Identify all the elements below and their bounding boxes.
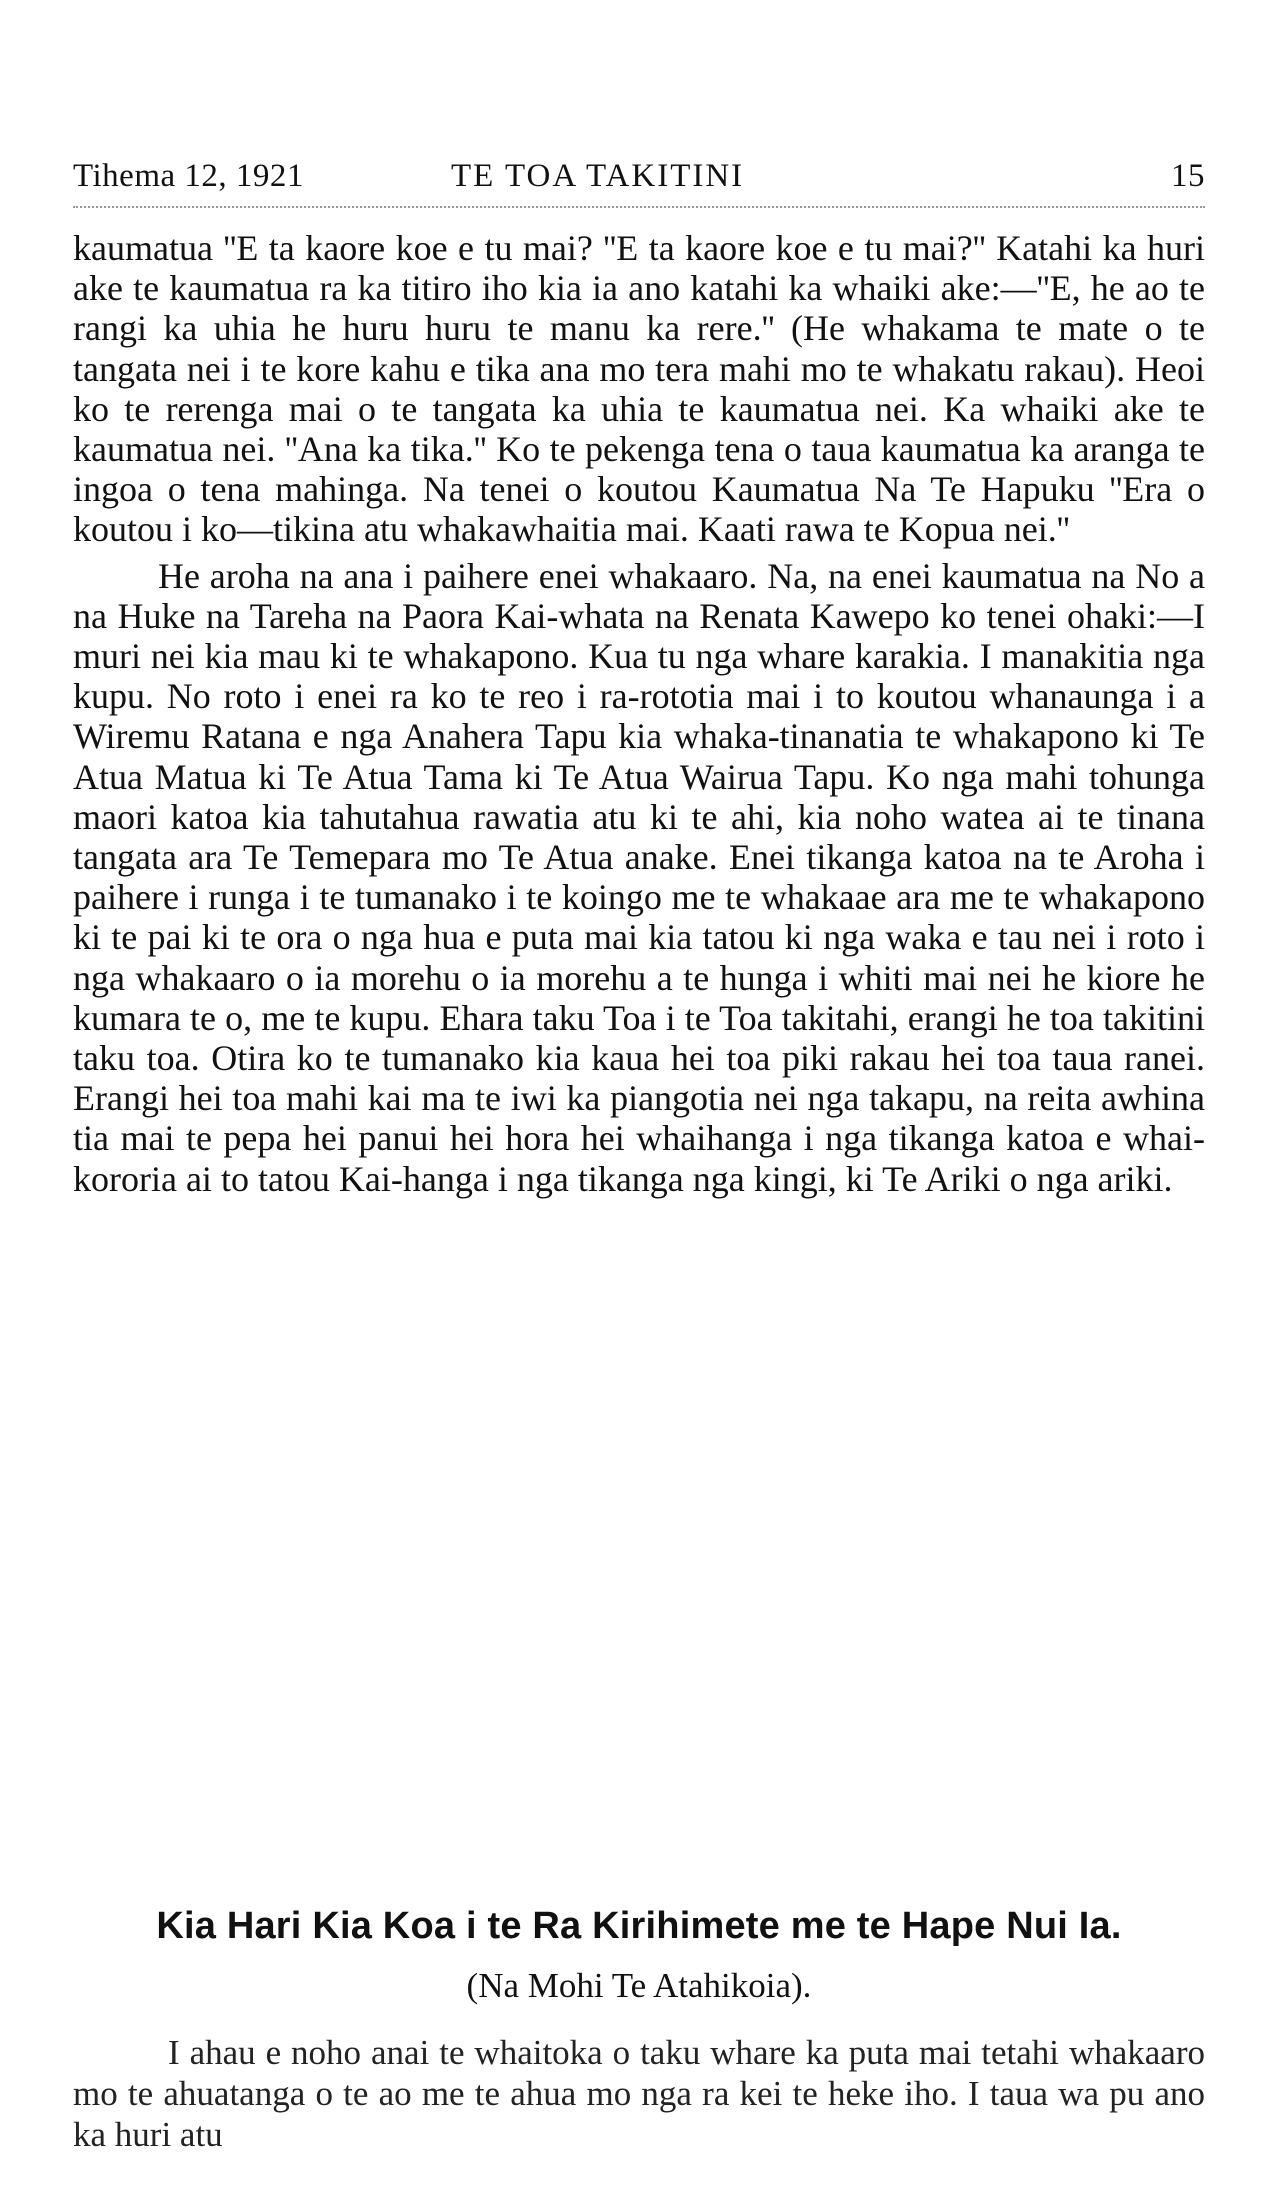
paragraph-1: kaumatua ''E ta kaore koe e tu mai? ''E ta kaore koe e tu mai?'' Katahi ka huri ake te kaumatua ra ka titiro iho kia ia ano katahi ka whaiki ake:—''E, he ao te rangi ka uhia he huru huru te manu ka rere.'' (He whakama te mate o te tangata nei i te kore kahu e tika ana mo tera mahi mo te whakatu rakau). Heoi ko te rerenga mai o te tangata ka uhia te kaumatua nei. Ka whaiki ake te kaumatua nei. ''Ana ka tika.'' Ko te pekenga tena o taua kaumatua ka aranga te ingoa o tena mahinga. Na tenei o koutou Kaumatua Na Te Hapuku ''Era o koutou i ko—tikina atu whakawhaitia mai. Kaati rawa te Kopua nei.'' (73, 228, 1205, 550)
article-body (73, 228, 1205, 1199)
running-head (73, 158, 1205, 208)
issue-date: Tihema 12, 1921 (73, 158, 304, 194)
page-number: 15 (1171, 158, 1205, 194)
newspaper-title: TE TOA TAKITINI (451, 158, 745, 194)
section-byline: (Na Mohi Te Atahikoia). (466, 1966, 812, 2005)
paragraph-2: He aroha na ana i paihere enei whakaaro. Na, na enei kaumatua na No a na Huke na Tareha na Paora Kai-whata na Renata Kawepo ko tenei ohaki:—I muri nei kia mau ki te whakapono. Kua tu nga whare karakia. I manakitia nga kupu. No roto i enei ra ko te reo i ra-rototia mai i to koutou whanaunga i a Wiremu Ratana e nga Anahera Tapu kia whaka-tinanatia te whakapono ki Te Atua Matua ki Te Atua Tama ki Te Atua Wairua Tapu. Ko nga mahi tohunga maori katoa kia tahutahua rawatia atu ki te ahi, kia noho watea ai te tinana tangata ara Te Temepara mo Te Atua anake. Enei tikanga katoa na te Aroha i paihere i runga i te tumanako i te koingo me te whakaae ara me te whakapono ki te pai ki te ora o nga hua e puta mai kia tatou ki nga waka e tau nei i roto i nga whakaaro o ia morehu o ia morehu a te hunga i whiti mai nei he kiore he kumara te o, me te kupu. Ehara taku Toa i te Toa takitahi, erangi he toa takitini taku toa. Otira ko te tumanako kia kaua hei toa piki rakau hei toa taua ranei. Erangi hei toa mahi kai ma te iwi ka piangotia nei nga takapu, na reita awhina tia mai te pepa hei panui hei hora hei whaihanga i nga tikanga katoa e whai-kororia ai to tatou Kai-hanga i nga tikanga nga kingi, ki Te Ariki o nga ariki. (73, 555, 1205, 1199)
section-body (73, 2032, 1205, 2155)
section-paragraph: I ahau e noho anai te whaitoka o taku whare ka puta mai tetahi whakaaro mo te ahuatanga o te ao me te ahua mo nga ra kei te heke iho. I taua wa pu ano ka huri atu (73, 2033, 1205, 2154)
section-heading: Kia Hari Kia Koa i te Ra Kirihimete me te Hape Nui Ia. (156, 1905, 1122, 1947)
header-rule (73, 206, 1205, 208)
